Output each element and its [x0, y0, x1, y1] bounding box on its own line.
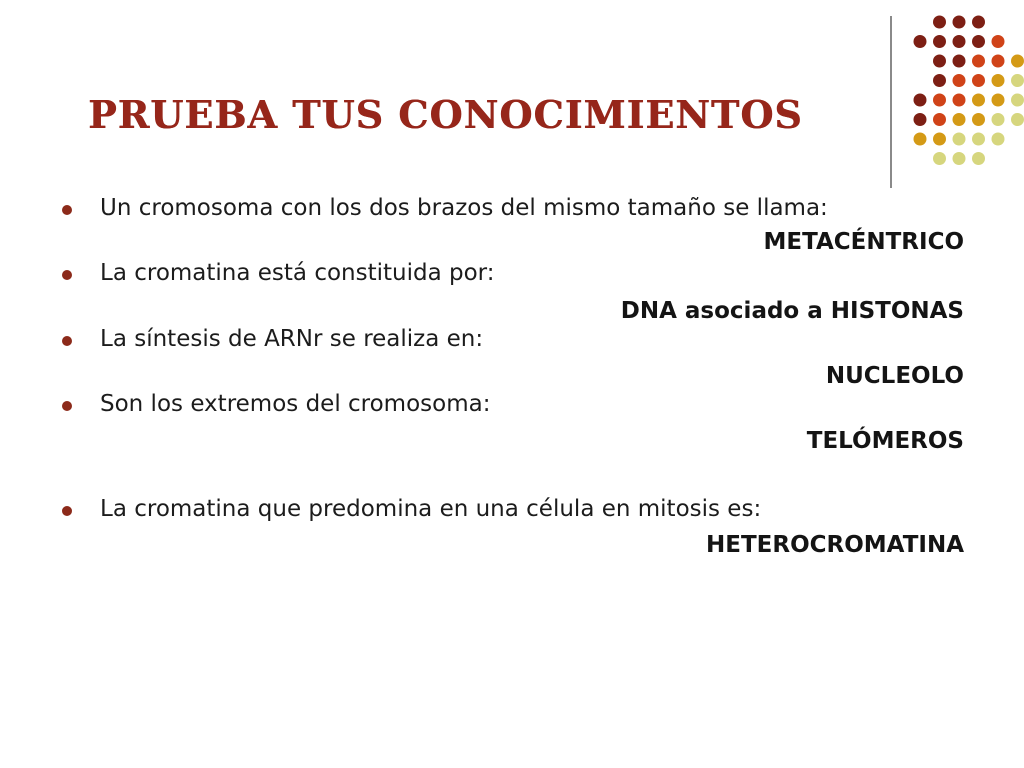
bullet-icon — [62, 270, 72, 280]
decorative-dot — [972, 35, 985, 48]
decorative-dot — [953, 113, 966, 126]
decorative-dot — [972, 133, 985, 146]
slide-title: PRUEBA TUS CONOCIMIENTOS — [88, 92, 803, 137]
decorative-dot — [914, 113, 927, 126]
decorative-dot — [933, 55, 946, 68]
decorative-dot — [1011, 74, 1024, 87]
answer-text: DNA asociado a HISTONAS — [620, 298, 964, 324]
list-item — [60, 392, 964, 455]
question-label: La cromatina que predomina en una célula en mitosis es: — [100, 496, 762, 522]
question-text — [60, 327, 900, 352]
decorative-dot — [914, 133, 927, 146]
answer-text: HETEROCROMATINA — [706, 532, 964, 558]
question-text — [60, 261, 900, 286]
decorative-dot — [972, 55, 985, 68]
decorative-dot — [1011, 55, 1024, 68]
decorative-dot — [992, 55, 1005, 68]
question-label: La cromatina está constituida por: — [100, 260, 495, 286]
question-label: Son los extremos del cromosoma: — [100, 391, 491, 417]
bullet-icon — [62, 401, 72, 411]
question-label: La síntesis de ARNr se realiza en: — [100, 326, 484, 352]
decorative-dot — [933, 152, 946, 165]
list-item — [60, 196, 964, 256]
decorative-dot — [972, 94, 985, 107]
question-text — [60, 196, 900, 221]
decorative-dot — [992, 35, 1005, 48]
decorative-dot — [933, 94, 946, 107]
decorative-dot — [953, 35, 966, 48]
decorative-dot — [992, 113, 1005, 126]
decorative-dot — [972, 113, 985, 126]
bullet-icon — [62, 506, 72, 516]
decorative-dot — [972, 74, 985, 87]
decorative-dot — [953, 16, 966, 29]
decorative-dot — [972, 152, 985, 165]
slide-content — [60, 196, 964, 559]
question-text — [60, 392, 900, 417]
question-label: Un cromosoma con los dos brazos del mismo tamaño se llama: — [100, 195, 828, 221]
decorative-dot — [953, 55, 966, 68]
vertical-divider — [890, 16, 892, 188]
decorative-dot — [992, 133, 1005, 146]
decorative-dot — [953, 152, 966, 165]
answer-text: TELÓMEROS — [806, 428, 964, 454]
decorative-dot — [992, 94, 1005, 107]
decorative-dot — [953, 94, 966, 107]
answer-text: METACÉNTRICO — [763, 229, 964, 255]
decorative-dot — [914, 94, 927, 107]
list-item — [60, 261, 964, 325]
bullet-icon — [62, 336, 72, 346]
decorative-dot — [933, 113, 946, 126]
question-text — [60, 497, 900, 522]
decorative-dot — [933, 74, 946, 87]
decorative-dot — [972, 16, 985, 29]
decorative-dot — [992, 74, 1005, 87]
decorative-dot — [953, 133, 966, 146]
decorative-dot — [933, 16, 946, 29]
decorative-dot — [933, 133, 946, 146]
decorative-dot — [914, 35, 927, 48]
list-item — [60, 327, 964, 390]
list-item — [60, 497, 964, 559]
answer-text: NUCLEOLO — [825, 363, 964, 389]
decorative-dot — [933, 35, 946, 48]
decorative-dot — [1011, 113, 1024, 126]
decorative-dot — [1011, 94, 1024, 107]
decorative-dot — [953, 74, 966, 87]
bullet-icon — [62, 205, 72, 215]
